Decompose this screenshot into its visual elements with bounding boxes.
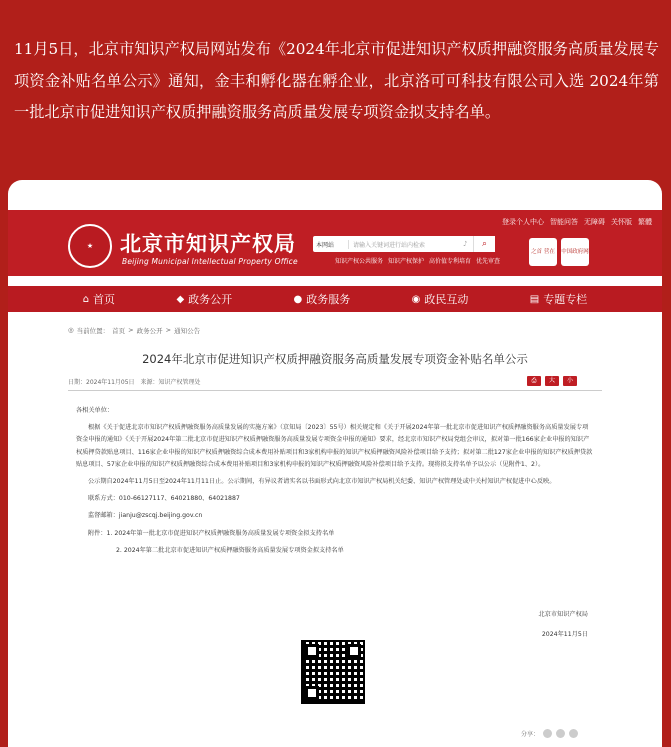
- article-source: 来源：知识产权管理处: [140, 379, 201, 386]
- nav-gov-affairs-open[interactable]: ◆ 政务公开: [176, 293, 233, 306]
- shield-icon: ◆: [176, 293, 185, 305]
- chat-icon: ◉: [411, 293, 421, 305]
- search-button[interactable]: [473, 236, 495, 252]
- nav-topics[interactable]: ▤ 专题专栏: [529, 293, 588, 306]
- top-link-login[interactable]: 登录个人中心: [502, 218, 544, 226]
- hot-link[interactable]: 优先审查: [476, 258, 501, 265]
- share-bar: [521, 729, 578, 738]
- capital-badge[interactable]: 之首 营在: [529, 238, 557, 266]
- article-body: [76, 405, 594, 562]
- signature-org: 北京市知识产权局: [538, 611, 588, 618]
- hot-link[interactable]: 知识产权保护: [388, 258, 425, 265]
- body-paragraph: 根据《关于促进北京市知识产权质押融资服务高质量发展的实施方案》（京知局〔2023〕55号）相关规定和《关于开展2024年第一批北京市促进知识产权质押融资服务高质量发展专项资金申报的通知》《关于开展2024年第二批北京市促进知识产权质押融资服务高质量发展专项资金申报的通知》要求，经北京市知识产权局党组会审议，拟对第一批166家企业申报的知识产权质押贷款贴息项目、116家企业申报的知识产权质押融资综合成本费用补贴项目和3家机构申报的知识产权质押融资风险补偿项目给予支持；拟对第二批127家企业申报的知识产权质押贷款贴息项目、57家企业申报的知识产权质押融资综合成本费用补贴项目和3家机构申报的知识产权质押融资风险补偿项目给予支持。现将拟支持名单予以公示（见附件1、2）。: [76, 424, 593, 468]
- article-date: 日期：2024年11月05日: [68, 379, 135, 386]
- search-scope-select[interactable]: 本网站: [313, 240, 349, 249]
- contact-info: 联系方式：010-66127117、64021880、64021887: [88, 495, 240, 503]
- font-large-button[interactable]: 大: [545, 376, 559, 386]
- attachment-link[interactable]: 2. 2024年第二批北京市促进知识产权质押融资服务高质量发展专项资金拟支持名单: [116, 546, 344, 554]
- weibo-share-icon[interactable]: [556, 729, 565, 738]
- microphone-icon[interactable]: ♪: [463, 240, 468, 248]
- webpage-screenshot: [8, 180, 662, 747]
- hot-link[interactable]: 知识产权公共服务: [335, 258, 384, 265]
- article-meta: [68, 377, 201, 386]
- qr-finder: [305, 686, 319, 700]
- qr-code: [301, 640, 365, 704]
- nav-gov-services[interactable]: ● 政务服务: [293, 293, 351, 306]
- top-link-care[interactable]: 关怀版: [611, 218, 632, 226]
- intro-paragraph: 11月5日，北京市知识产权局网站发布《2024年北京市促进知识产权质押融资服务高质量发展专项资金补贴名单公示》通知，金丰和孵化器在孵企业，北京洛可可科技有限公司入选 2024年第一批北京市促进知识产权质押融资服务高质量发展专项资金拟支持名单。: [14, 40, 659, 121]
- site-logo-en: Beijing Municipal Intellectual Property Office: [122, 257, 298, 266]
- qr-finder: [347, 644, 361, 658]
- document-icon: ▤: [529, 293, 540, 305]
- breadcrumb-home[interactable]: 首页: [112, 327, 126, 335]
- font-small-button[interactable]: 小: [563, 376, 577, 386]
- hot-links: [335, 256, 500, 265]
- search-icon: ⌕: [481, 239, 488, 249]
- site-logo-cn[interactable]: 北京市知识产权局: [120, 231, 296, 256]
- home-icon: ⌂: [82, 293, 90, 305]
- article-tools: [527, 376, 577, 386]
- divider: [68, 390, 602, 391]
- breadcrumb-gov-open[interactable]: 政务公开: [136, 327, 163, 335]
- nav-home[interactable]: ⌂ 首页: [82, 293, 116, 306]
- header-badges: [529, 238, 589, 266]
- supervision-email: 监督邮箱：jianju@zscqj.beijing.gov.cn: [88, 512, 203, 520]
- print-icon[interactable]: ⎙: [527, 376, 541, 386]
- body-paragraph: 公示期自2024年11月5日至2024年11月11日止。公示期间，有异议者请实名以书面形式向北京市知识产权局机关纪委、知识产权管理处或中关村知识产权促进中心反映。: [88, 478, 556, 486]
- attachment-link[interactable]: 附件：1. 2024年第一批北京市促进知识产权质押融资服务高质量发展专项资金拟支持名单: [88, 529, 335, 537]
- qr-finder: [305, 644, 319, 658]
- hot-link[interactable]: 高价值专利培育: [429, 258, 472, 265]
- user-icon: ●: [293, 293, 303, 305]
- wechat-share-icon[interactable]: [543, 729, 552, 738]
- china-gov-badge[interactable]: 中国政府网: [561, 238, 589, 266]
- salutation: 各相关单位：: [76, 407, 114, 414]
- breadcrumb: ◎ 当前位置： 首页 > 政务公开 > 通知公告: [68, 326, 201, 335]
- signature-date: 2024年11月5日: [541, 631, 588, 638]
- search-bar: [313, 236, 495, 252]
- breadcrumb-notices[interactable]: 通知公告: [174, 327, 201, 335]
- top-links: [502, 217, 652, 227]
- nav-interaction[interactable]: ◉ 政民互动: [411, 293, 469, 306]
- qq-share-icon[interactable]: [569, 729, 578, 738]
- top-link-accessible[interactable]: 无障碍: [584, 218, 605, 226]
- site-emblem-icon: ★: [68, 224, 112, 268]
- page-title: 2024年北京市促进知识产权质押融资服务高质量发展专项资金补贴名单公示: [142, 352, 528, 366]
- signature-block: [518, 605, 588, 645]
- main-nav: [8, 286, 662, 312]
- location-icon: ◎: [68, 326, 74, 334]
- search-input[interactable]: 请输入关键词进行站内检索: [353, 241, 426, 249]
- top-link-traditional[interactable]: 繁體: [638, 218, 652, 226]
- share-label: 分享：: [521, 731, 540, 738]
- top-link-qa[interactable]: 智能问答: [550, 218, 578, 226]
